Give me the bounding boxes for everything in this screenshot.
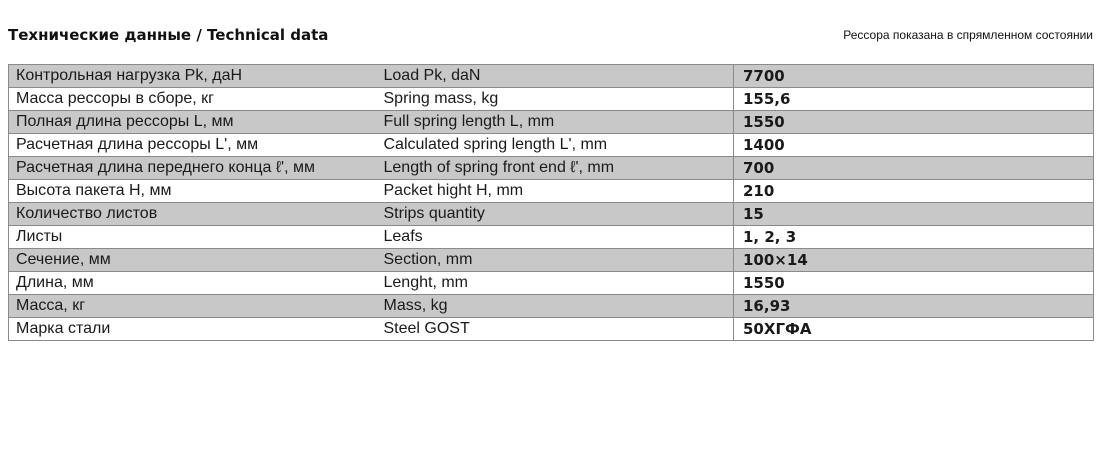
table-row (9, 295, 1094, 318)
row-label-ru: Высота пакета H, мм (9, 180, 377, 203)
row-value: 700 (734, 157, 1094, 180)
row-label-en: Steel GOST (377, 318, 734, 341)
row-label-en: Calculated spring length L', mm (377, 134, 734, 157)
table-row (9, 65, 1094, 88)
table-row (9, 157, 1094, 180)
row-value: 155,6 (734, 88, 1094, 111)
header-note: Рессора показана в спрямленном состоянии (843, 28, 1093, 42)
table-row (9, 249, 1094, 272)
row-label-en: Load Pk, daN (377, 65, 734, 88)
table-row (9, 88, 1094, 111)
row-value: 7700 (734, 65, 1094, 88)
row-label-ru: Расчетная длина переднего конца ℓ', мм (9, 157, 377, 180)
row-label-ru: Марка стали (9, 318, 377, 341)
row-value: 50ХГФА (734, 318, 1094, 341)
row-label-ru: Сечение, мм (9, 249, 377, 272)
row-value: 1400 (734, 134, 1094, 157)
table-row (9, 134, 1094, 157)
row-label-en: Lenght, mm (377, 272, 734, 295)
row-label-en: Strips quantity (377, 203, 734, 226)
row-label-ru: Листы (9, 226, 377, 249)
row-label-en: Leafs (377, 226, 734, 249)
page-title: Технические данные / Technical data (8, 26, 329, 44)
row-label-en: Section, mm (377, 249, 734, 272)
row-label-ru: Расчетная длина рессоры L', мм (9, 134, 377, 157)
row-value: 1550 (734, 111, 1094, 134)
row-value: 1550 (734, 272, 1094, 295)
row-value: 100×14 (734, 249, 1094, 272)
row-label-en: Full spring length L, mm (377, 111, 734, 134)
row-label-ru: Количество листов (9, 203, 377, 226)
technical-data-table (8, 64, 1094, 341)
row-label-ru: Масса рессоры в сборе, кг (9, 88, 377, 111)
row-value: 15 (734, 203, 1094, 226)
row-label-en: Packet hight H, mm (377, 180, 734, 203)
row-label-en: Mass, kg (377, 295, 734, 318)
table-row (9, 272, 1094, 295)
row-label-ru: Контрольная нагрузка Pk, даН (9, 65, 377, 88)
row-label-ru: Длина, мм (9, 272, 377, 295)
row-value: 16,93 (734, 295, 1094, 318)
row-label-en: Spring mass, kg (377, 88, 734, 111)
row-label-ru: Масса, кг (9, 295, 377, 318)
row-label-ru: Полная длина рессоры L, мм (9, 111, 377, 134)
row-value: 1, 2, 3 (734, 226, 1094, 249)
table-row (9, 318, 1094, 341)
table-row (9, 226, 1094, 249)
table-row (9, 180, 1094, 203)
header (8, 24, 1095, 46)
table-row (9, 203, 1094, 226)
row-label-en: Length of spring front end ℓ', mm (377, 157, 734, 180)
table-row (9, 111, 1094, 134)
row-value: 210 (734, 180, 1094, 203)
